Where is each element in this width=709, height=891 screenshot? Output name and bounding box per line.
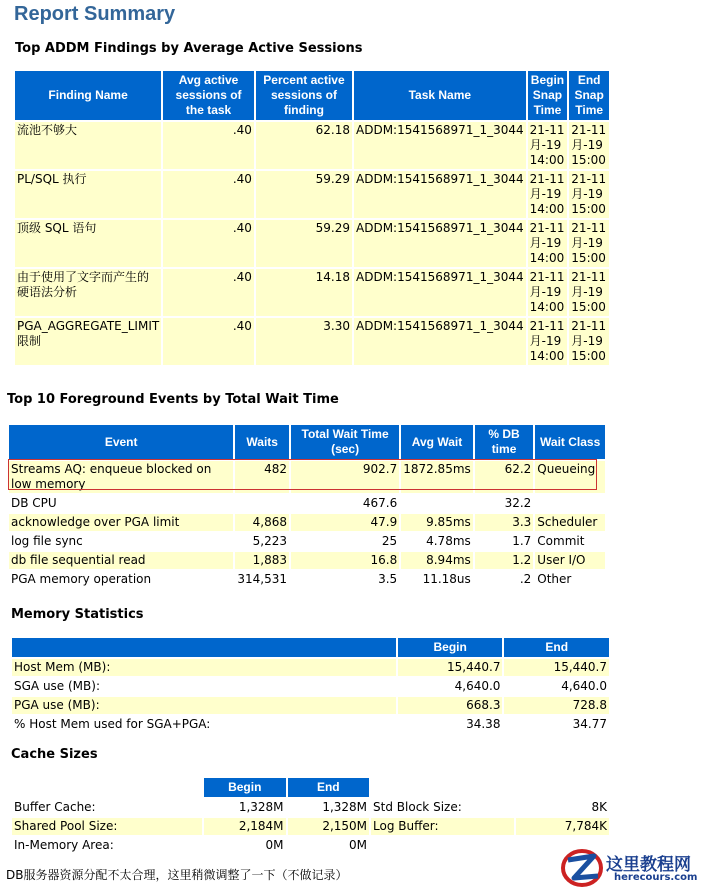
cache-label2-cell: Log Buffer: — [371, 818, 514, 835]
cache-row — [12, 818, 609, 835]
col-avg-wait: Avg Wait — [401, 425, 473, 459]
percent-sessions-cell: 14.18 — [256, 269, 352, 316]
col-memory-begin: Begin — [398, 638, 503, 657]
avg-wait-cell: 11.18us — [401, 571, 473, 588]
memory-begin-cell: 668.3 — [398, 697, 503, 714]
col-waits: Waits — [235, 425, 289, 459]
event-row — [9, 461, 605, 493]
avg-sessions-cell: .40 — [163, 269, 254, 316]
total-wait-cell: 25 — [291, 533, 399, 550]
addm-row — [15, 269, 609, 316]
cache-label-cell: Buffer Cache: — [12, 799, 202, 816]
event-name-cell: acknowledge over PGA limit — [9, 514, 233, 531]
addm-row — [15, 220, 609, 267]
begin-snap-cell: 21-11 月-19 14:00 — [528, 171, 568, 218]
addm-table — [13, 69, 611, 367]
memory-begin-cell: 4,640.0 — [398, 678, 503, 695]
addm-header-row — [15, 71, 609, 120]
avg-wait-cell — [401, 495, 473, 512]
col-total-wait: Total Wait Time (sec) — [291, 425, 399, 459]
cache-label2-cell — [371, 837, 514, 854]
avg-sessions-cell: .40 — [163, 318, 254, 365]
finding-name-cell: PL/SQL 执行 — [15, 171, 161, 218]
event-row — [9, 552, 605, 569]
col-event: Event — [9, 425, 233, 459]
waits-cell: 1,883 — [235, 552, 289, 569]
logo-url: herecours.com — [614, 872, 698, 883]
events-table — [7, 423, 607, 590]
event-row — [9, 514, 605, 531]
waits-cell: 314,531 — [237, 572, 287, 586]
memory-row — [12, 678, 609, 695]
wait-class-cell — [535, 495, 605, 512]
avg-wait-cell: 4.78ms — [401, 533, 473, 550]
col-cache-end: End — [288, 778, 370, 797]
wait-class-cell: User I/O — [535, 552, 605, 569]
col-end-snap: End Snap Time — [569, 71, 609, 120]
cache-table — [10, 776, 611, 856]
memory-end-cell: 15,440.7 — [504, 659, 609, 676]
db-time-cell: 1.7 — [475, 533, 534, 550]
col-cache-begin: Begin — [204, 778, 286, 797]
memory-label-cell: % Host Mem used for SGA+PGA: — [12, 716, 396, 733]
col-percent-active: Percent active sessions of finding — [256, 71, 352, 120]
total-wait-cell: 3.5 — [291, 571, 399, 588]
percent-sessions-cell: 59.29 — [256, 171, 352, 218]
cache-heading: Cache Sizes — [11, 747, 98, 762]
cache-label2-cell: Std Block Size: — [371, 799, 514, 816]
finding-name-cell: 流池不够大 — [15, 122, 161, 169]
waits-cell: 482 — [235, 461, 289, 493]
total-wait-cell: 902.7 — [291, 461, 399, 493]
begin-snap-cell: 21-11 月-19 14:00 — [528, 318, 568, 365]
memory-label-cell: Host Mem (MB): — [12, 659, 396, 676]
avg-wait-cell: 1872.85ms — [401, 461, 473, 493]
event-row — [9, 571, 605, 588]
begin-snap-cell: 21-11 月-19 14:00 — [528, 269, 568, 316]
db-time-cell: 32.2 — [475, 495, 534, 512]
event-name-cell: PGA memory operation — [9, 571, 233, 588]
cache-label-cell: Shared Pool Size: — [12, 818, 202, 835]
task-name-cell: ADDM:1541568971_1_3044 — [354, 171, 526, 218]
wait-class-cell: Scheduler — [535, 514, 605, 531]
memory-begin-cell: 15,440.7 — [398, 659, 503, 676]
avg-wait-cell: 9.85ms — [401, 514, 473, 531]
watermark-logo — [560, 846, 706, 888]
wait-class-cell: Other — [535, 571, 605, 588]
events-heading: Top 10 Foreground Events by Total Wait Time — [7, 392, 339, 407]
begin-snap-cell: 21-11 月-19 14:00 — [528, 220, 568, 267]
col-db-time: % DB time — [475, 425, 534, 459]
percent-sessions-cell: 59.29 — [256, 220, 352, 267]
addm-row — [15, 318, 609, 365]
addm-heading: Top ADDM Findings by Average Active Sessions — [15, 41, 363, 56]
finding-name-cell: PGA_AGGREGATE_LIMIT 限制 — [15, 318, 161, 365]
report-title: Report Summary — [14, 3, 176, 25]
col-wait-class: Wait Class — [535, 425, 605, 459]
events-header-row — [9, 425, 605, 459]
task-name-cell: ADDM:1541568971_1_3044 — [354, 318, 526, 365]
end-snap-cell: 21-11 月-19 15:00 — [569, 220, 609, 267]
memory-row — [12, 659, 609, 676]
footer-note: DB服务器资源分配不太合理，这里稍微调整了一下（不做记录） — [6, 868, 348, 882]
avg-wait-cell: 8.94ms — [401, 552, 473, 569]
cache-begin-cell: 0M — [204, 837, 286, 854]
waits-cell: 5,223 — [235, 533, 289, 550]
total-wait-cell: 47.9 — [291, 514, 399, 531]
wait-class-cell: Queueing — [535, 461, 605, 493]
memory-label-cell: SGA use (MB): — [12, 678, 396, 695]
task-name-cell: ADDM:1541568971_1_3044 — [354, 220, 526, 267]
memory-begin-cell: 34.38 — [398, 716, 503, 733]
cache-label-cell: In-Memory Area: — [12, 837, 202, 854]
wait-class-cell: Commit — [535, 533, 605, 550]
memory-heading: Memory Statistics — [11, 607, 144, 622]
memory-table — [10, 636, 611, 735]
memory-header-row — [12, 638, 609, 657]
task-name-cell: ADDM:1541568971_1_3044 — [354, 269, 526, 316]
col-finding-name: Finding Name — [15, 71, 161, 120]
event-row — [9, 495, 605, 512]
percent-sessions-cell: 3.30 — [256, 318, 352, 365]
memory-label-cell: PGA use (MB): — [12, 697, 396, 714]
col-avg-active: Avg active sessions of the task — [163, 71, 254, 120]
cache-begin-cell: 2,184M — [204, 818, 286, 835]
memory-row — [12, 697, 609, 714]
event-row — [9, 533, 605, 550]
col-begin-snap: Begin Snap Time — [528, 71, 568, 120]
memory-end-cell: 34.77 — [504, 716, 609, 733]
cache-end-cell: 1,328M — [288, 799, 370, 816]
db-time-cell: 3.3 — [475, 514, 534, 531]
percent-sessions-cell: 62.18 — [256, 122, 352, 169]
col-memory-end: End — [504, 638, 609, 657]
total-wait-cell: 467.6 — [291, 495, 399, 512]
cache-header-row — [12, 778, 609, 797]
memory-end-cell: 4,640.0 — [504, 678, 609, 695]
end-snap-cell: 21-11 月-19 15:00 — [569, 318, 609, 365]
col-task-name: Task Name — [354, 71, 526, 120]
avg-sessions-cell: .40 — [163, 171, 254, 218]
cache-value2-cell: 7,784K — [516, 818, 609, 835]
db-time-cell: 1.2 — [475, 552, 534, 569]
cache-end-cell: 2,150M — [288, 818, 370, 835]
cache-row — [12, 799, 609, 816]
addm-row — [15, 171, 609, 218]
memory-row — [12, 716, 609, 733]
db-time-cell: .2 — [475, 571, 534, 588]
event-name-cell: Streams AQ: enqueue blocked on low memory — [9, 461, 233, 493]
cache-begin-cell: 1,328M — [204, 799, 286, 816]
end-snap-cell: 21-11 月-19 15:00 — [569, 269, 609, 316]
finding-name-cell: 顶级 SQL 语句 — [15, 220, 161, 267]
addm-row — [15, 122, 609, 169]
avg-sessions-cell: .40 — [163, 122, 254, 169]
finding-name-cell: 由于使用了文字而产生的硬语法分析 — [15, 269, 161, 316]
total-wait-cell: 16.8 — [291, 552, 399, 569]
end-snap-cell: 21-11 月-19 15:00 — [569, 122, 609, 169]
avg-sessions-cell: .40 — [163, 220, 254, 267]
cache-header-spacer3 — [516, 778, 609, 797]
waits-cell — [235, 495, 289, 512]
logo-text: 这里教程网 — [606, 855, 691, 875]
cache-row — [12, 837, 609, 854]
memory-end-cell: 728.8 — [504, 697, 609, 714]
waits-cell: 4,868 — [235, 514, 289, 531]
cache-end-cell: 0M — [288, 837, 370, 854]
col-memory-label — [12, 638, 396, 657]
end-snap-cell: 21-11 月-19 15:00 — [569, 171, 609, 218]
event-name-cell: log file sync — [9, 533, 233, 550]
begin-snap-cell: 21-11 月-19 14:00 — [528, 122, 568, 169]
cache-header-spacer — [12, 778, 202, 797]
task-name-cell: ADDM:1541568971_1_3044 — [354, 122, 526, 169]
event-name-cell: db file sequential read — [9, 552, 233, 569]
cache-value2-cell: 8K — [516, 799, 609, 816]
cache-header-spacer2 — [371, 778, 514, 797]
db-time-cell: 62.2 — [475, 461, 534, 493]
event-name-cell: DB CPU — [9, 495, 233, 512]
